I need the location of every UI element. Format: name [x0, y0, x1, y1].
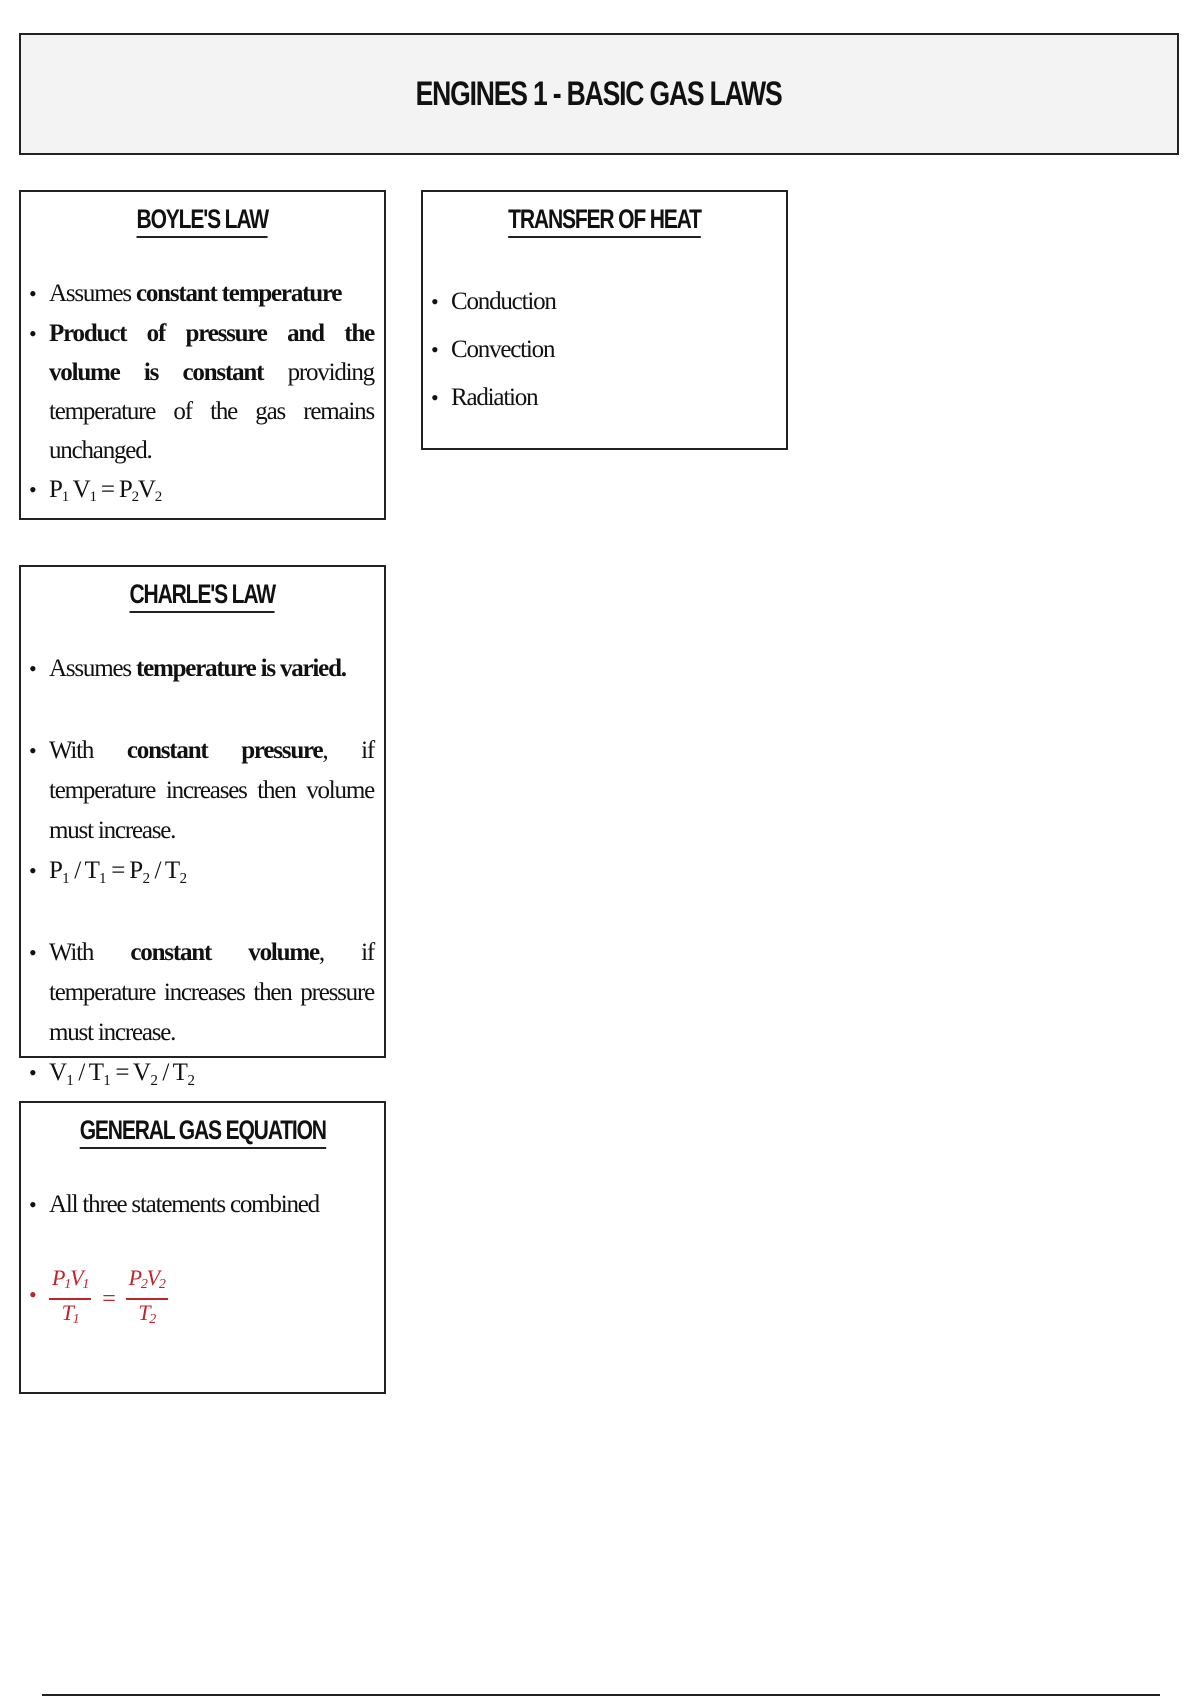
general-gas-equation-list: [21, 1185, 384, 1333]
fraction-right: $\frac{P2V2}{T2}$: [126, 1265, 168, 1333]
page-header: [19, 33, 1179, 155]
fraction-left: • $\frac{P1V1}{T1}$: [49, 1265, 91, 1333]
transfer-of-heat-card: [421, 190, 788, 450]
charles-law-formula-volume: • V₁ / T₁ = V₂ / T₂: [49, 1053, 374, 1093]
charles-law-list: [21, 649, 384, 1093]
charles-law-title: CHARLE'S LAW: [21, 579, 384, 613]
list-item: • Assumes constant temperature: [49, 274, 374, 314]
footer-divider: [42, 1694, 1160, 1696]
list-item: • Product of pressure and the volume is constant providing temperature of the gas remains unchanged.: [49, 314, 374, 470]
general-gas-equation-title: GENERAL GAS EQUATION: [21, 1115, 384, 1149]
boyles-law-title: BOYLE'S LAW: [21, 204, 384, 238]
list-item: • With constant volume, if temperature increases then pressure must increase.: [49, 933, 374, 1053]
general-gas-equation-card: [19, 1101, 386, 1394]
list-item: • With constant pressure, if temperature increases then volume must increase.: [49, 731, 374, 851]
charles-law-formula-pressure: • P₁ / T₁ = P₂ / T₂: [49, 851, 374, 891]
list-item: • Assumes temperature is varied.: [49, 649, 374, 689]
page-title: ENGINES 1 - BASIC GAS LAWS: [416, 74, 782, 113]
transfer-of-heat-list: [423, 278, 786, 422]
list-item: • Radiation: [451, 374, 776, 422]
boyles-law-formula: • $P_1$ $V_1 = P_2V_2$: [49, 470, 374, 517]
charles-law-card: [19, 565, 386, 1086]
transfer-of-heat-title: TRANSFER OF HEAT: [423, 204, 786, 238]
general-gas-equation-formula: • $\frac{P1V1}{T1}$ = $\frac{P2V2}{T2}$: [49, 1265, 374, 1333]
list-item: • Conduction: [451, 278, 776, 326]
boyles-law-card: [19, 190, 386, 520]
list-item: • Convection: [451, 326, 776, 374]
boyles-law-list: [21, 274, 384, 517]
list-item: • All three statements combined: [49, 1185, 374, 1225]
